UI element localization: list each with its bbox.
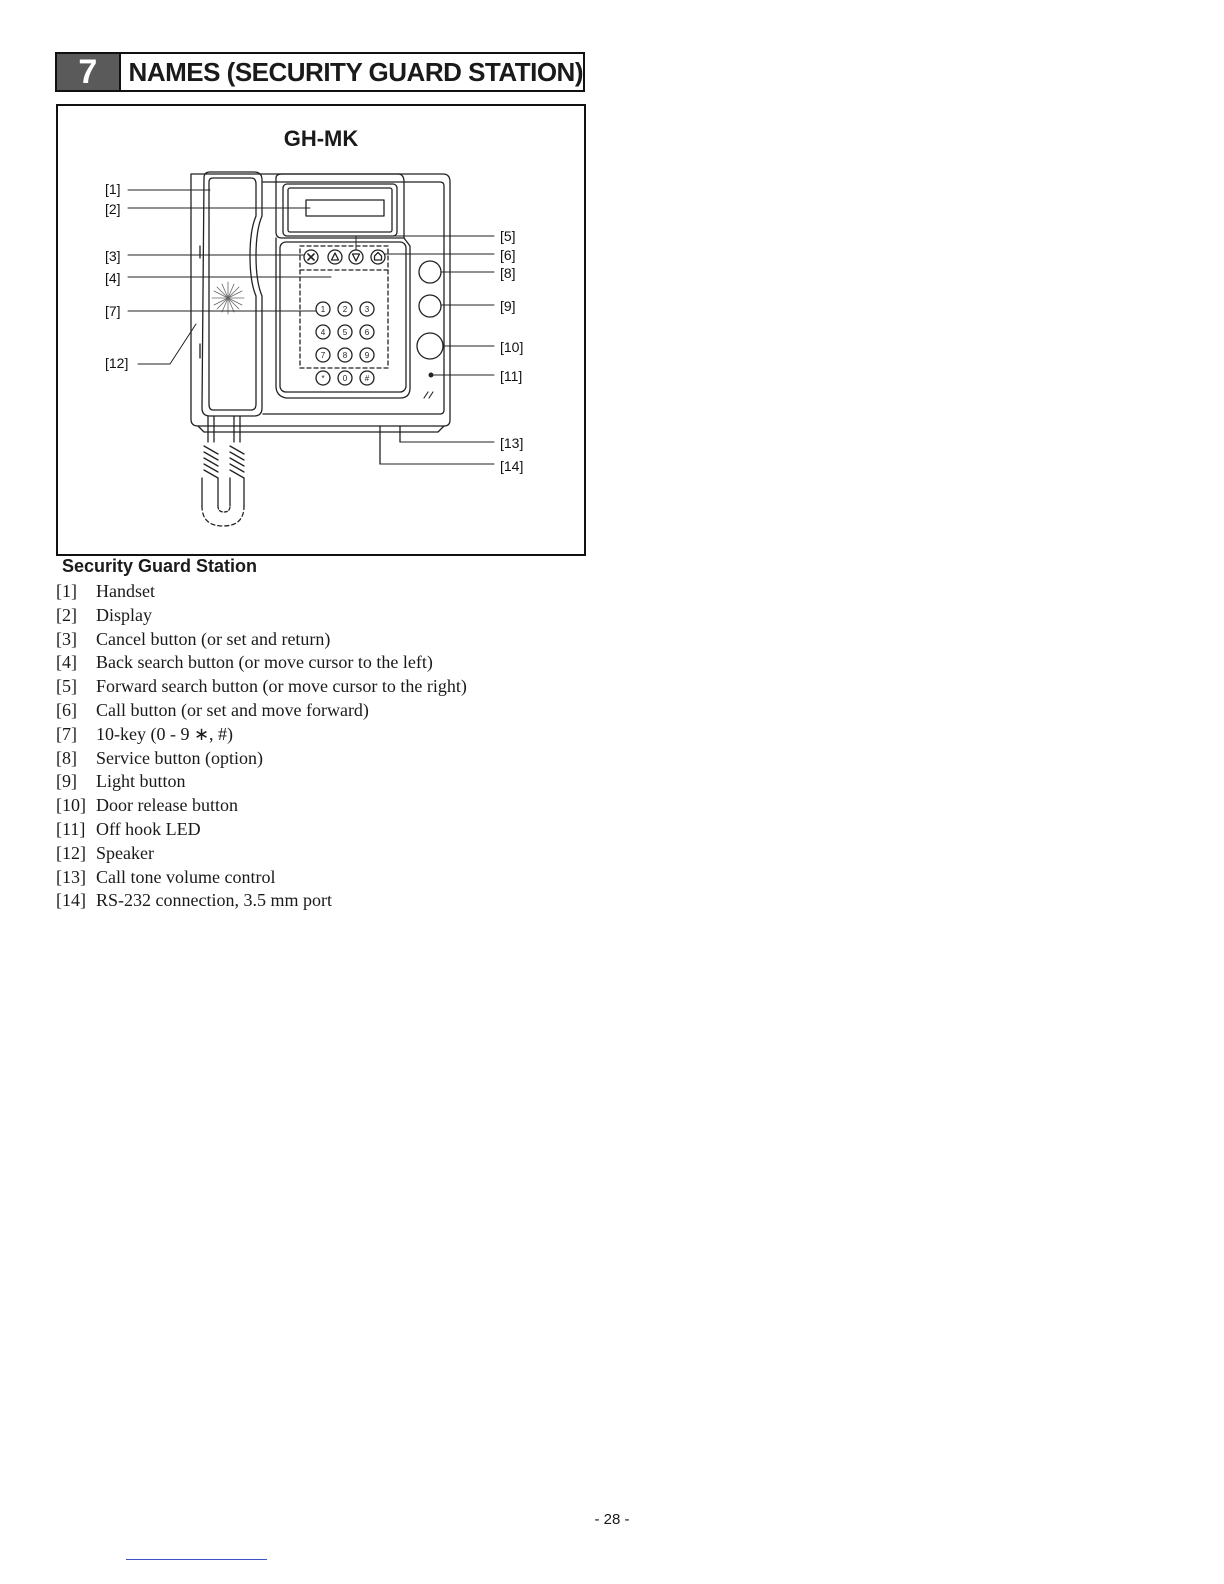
- callout-14: [14]: [500, 458, 524, 474]
- parts-legend: [56, 580, 467, 913]
- legend-item: [56, 770, 467, 794]
- back-search-button: [328, 250, 342, 264]
- callout-9: [9]: [500, 298, 516, 314]
- light-button: [419, 295, 441, 317]
- legend-ref: [9]: [56, 771, 77, 792]
- legend-ref: [12]: [56, 842, 86, 863]
- legend-ref: [6]: [56, 699, 77, 720]
- legend-text: RS-232 connection, 3.5 mm port: [96, 890, 332, 911]
- speaker-grille: [212, 282, 244, 314]
- legend-ref: [2]: [56, 604, 77, 625]
- legend-text: Service button (option): [96, 747, 263, 768]
- section-number: 7: [57, 54, 121, 90]
- keypad-key-label: 1: [320, 305, 326, 314]
- function-keys: [304, 250, 385, 264]
- callout-12: [12]: [105, 355, 129, 371]
- figure-caption: Security Guard Station: [62, 556, 258, 576]
- legend-text: Door release button: [96, 795, 238, 816]
- callout-11: [11]: [500, 368, 523, 384]
- keypad-key-label: 7: [320, 351, 326, 360]
- keypad-key-label: 8: [342, 351, 348, 360]
- legend-ref: [3]: [56, 628, 77, 649]
- section-title: NAMES (SECURITY GUARD STATION): [128, 57, 583, 87]
- legend-text: Call tone volume control: [96, 866, 276, 887]
- legend-item: [56, 580, 467, 604]
- legend-item: [56, 675, 467, 699]
- legend-text: 10-key (0 - 9 ∗, #): [96, 723, 234, 744]
- keypad-key-label: 2: [342, 305, 348, 314]
- legend-item: [56, 699, 467, 723]
- legend-item: [56, 604, 467, 628]
- callout-8: [8]: [500, 265, 516, 281]
- legend-text: Back search button (or move cursor to the left): [96, 652, 433, 673]
- ten-key-pad: [316, 302, 374, 385]
- legend-ref: [11]: [56, 818, 86, 839]
- legend-text: Light button: [96, 771, 186, 792]
- footer-rule: [126, 1559, 267, 1560]
- legend-ref: [10]: [56, 795, 86, 816]
- legend-item: [56, 842, 467, 866]
- keypad-key-label: 0: [342, 374, 348, 383]
- legend-item: [56, 747, 467, 771]
- callout-10: [10]: [500, 339, 524, 355]
- callout-5: [5]: [500, 228, 516, 244]
- legend-item: [56, 628, 467, 652]
- keypad-key-label: *: [321, 374, 325, 383]
- legend-text: Display: [96, 604, 152, 625]
- legend-text: Call button (or set and move forward): [96, 699, 369, 720]
- callout-3: [3]: [105, 248, 121, 264]
- legend-item: [56, 818, 467, 842]
- display-housing: [283, 184, 397, 236]
- keypad-key-label: 9: [364, 351, 370, 360]
- legend-item: [56, 723, 467, 747]
- legend-text: Forward search button (or move cursor to the right): [96, 676, 467, 697]
- door-release-button: [417, 333, 443, 359]
- callout-4: [4]: [105, 270, 121, 286]
- keypad-key-label: 5: [342, 328, 348, 337]
- section-header: [55, 52, 585, 92]
- legend-ref: [8]: [56, 747, 77, 768]
- legend-text: Speaker: [96, 842, 154, 863]
- callout-2: [2]: [105, 201, 121, 217]
- legend-text: Handset: [96, 581, 155, 601]
- keypad-key-label: 4: [320, 328, 326, 337]
- model-title: GH-MK: [283, 126, 359, 151]
- station-figure: [56, 104, 586, 556]
- legend-item: [56, 866, 467, 890]
- callout-13: [13]: [500, 435, 524, 451]
- keypad-key-label: 3: [364, 305, 370, 314]
- legend-ref: [5]: [56, 676, 77, 697]
- station-illustration: [58, 106, 584, 554]
- callout-6: [6]: [500, 247, 516, 263]
- display: [306, 200, 384, 216]
- callout-1: [1]: [105, 181, 121, 197]
- legend-text: Off hook LED: [96, 818, 201, 839]
- forward-search-button: [349, 250, 363, 264]
- legend-item: [56, 889, 467, 913]
- keypad-key-label: 6: [364, 328, 370, 337]
- legend-text: Cancel button (or set and return): [96, 628, 331, 649]
- legend-ref: [4]: [56, 652, 77, 673]
- legend-ref: [1]: [56, 581, 77, 601]
- service-button: [419, 261, 441, 283]
- keypad-key-label: #: [364, 374, 370, 383]
- page-number: - 28 -: [594, 1511, 630, 1528]
- legend-item: [56, 794, 467, 818]
- legend-ref: [14]: [56, 890, 86, 911]
- legend-ref: [13]: [56, 866, 86, 887]
- callout-7: [7]: [105, 303, 121, 319]
- legend-ref: [7]: [56, 723, 77, 744]
- leader-lines: [128, 190, 494, 464]
- legend-item: [56, 651, 467, 675]
